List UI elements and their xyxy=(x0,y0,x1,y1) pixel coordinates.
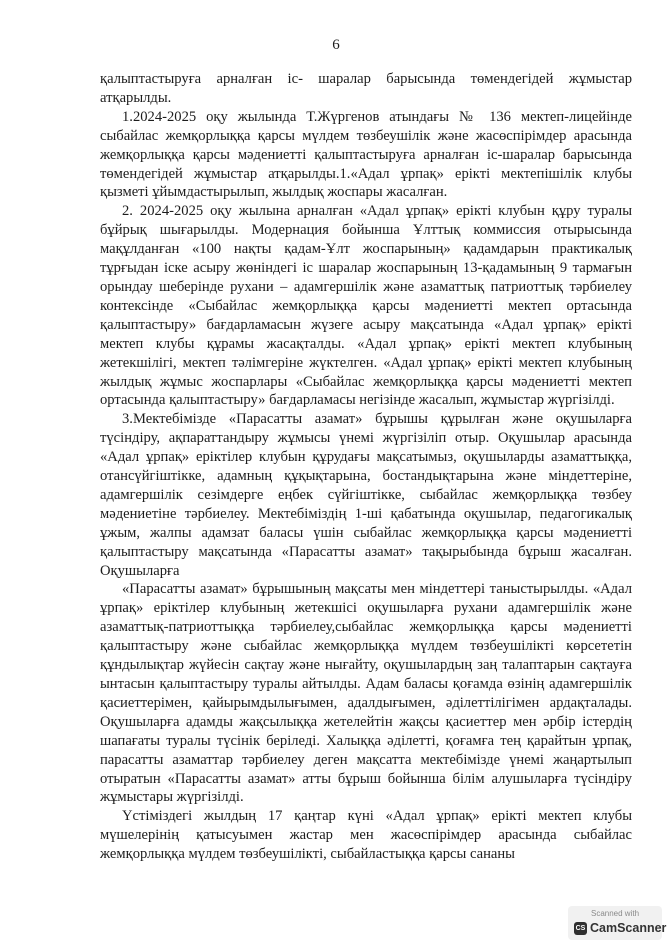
paragraph-item-2: 2. 2024-2025 оқу жылына арналған «Адал ұрпақ» ерікті клубын құру туралы бұйрық шығарылды. Модернация бойынша Ұлттық коммиссия отырысында мақұлданған «100 нақты қадам-Ұлт жоспарының» қадамдарын практикалық тұрғыдан іске асыру жөніндегі іс шаралар жоспарының 13-қадамының 9 тармағын орындау шеберінде рухани – адамгершілік және азаматтық патриоттық тәрбиелеу контексінде «Сыбайлас жемқорлыққа қарсы мәдениетті мектеп ортасында қалыптастыру» бағдарламасын жүзеге асыру мақсатында «Адал ұрпақ» ерікті мектеп клубы құрамы жасақталды. «Адал ұрпақ» ерікті мектеп клубының жетекшілігі, мектеп тәлімгеріне жүктелген. «Адал ұрпақ» ерікті мектеп клубының жылдық жұмыс жоспарлары «Сыбайлас жемқорлыққа қарсы мәдениетті мектеп ортасында қалыптастыру» бағдарламасы негізінде жасалып, жұмыстар жүргізілді. xyxy=(100,203,632,409)
paragraph-parasatty-azamat: «Парасатты азамат» бұрышының мақсаты мен міндеттері таныстырылды. «Адал ұрпақ» еріктілер клубының жетекшісі оқушыларға рухани адамгершілік және азаматтық-патриоттыққа тәрбиелеу,сыбайлас жемқорлыққа қарсы мәдениетті қалыптастыру және сыбайлас жемқорлыққа мүлдем төзбеушілікті көрсететін құндылықтар жүйесін сақтау және нығайту, оқушылардың заң талаптарын сақтауға ынтасын қалыптастыру туралы айтылды. Адам баласы қоғамда өзінің адамгершілік қасиеттерімен, қайырымдылығымен, адалдығымен, әділеттілігімен ардақталады. Оқушыларға адамды жақсылыққа жетелейтін жақсы қасиеттер мен әрбір істердің шапағаты туралы түсінік беріледі. Халыққа әділетті, қоғамға тең қарайтын ұрпақ, парасатты азаматтар тәрбиелеу деген мақсатта мектебімізде үнемі жаңартылып отыратын «Парасатты азамат» атты бұрыш бойынша білім алушыларға түсіндіру жұмыстары жүргізілді. xyxy=(100,581,632,806)
paragraph-item-3: 3.Мектебімізде «Парасатты азамат» бұрышы құрылған және оқушыларға түсіндіру, ақпараттандыру жұмысы үнемі жүргізіліп отыр. Оқушылар арасында «Адал ұрпақ» еріктілер клубын құрудағы мақсатымыз, оқушыларды азаматтыққа, отансүйгіштікке, адамның құқықтарына, бостандықтарына және міндеттеріне, адамгершілік сезімдерге еңбек сүйгіштікке, сыбайлас жемқорлыққа төзбеу мәдениетіне тәрбиелеу. Мектебіміздің 1-ші қабатында оқушылар, педагогикалық ұжым, жалпы адамзат баласы үшін сыбайлас жемқорлыққа қарсы мәдениетті қалыптастыру мақсатында «Парасатты азамат» тақырыбында бұрыш жасалған. Оқушыларға xyxy=(100,411,632,579)
paragraph-continuation: қалыптастыруға арналған іс- шаралар барысында төмендегідей жұмыстар атқарылды. xyxy=(100,71,632,106)
paragraph-item-1: 1.2024-2025 оқу жылында Т.Жүргенов атындағы № 136 мектеп-лицейінде сыбайлас жемқорлыққа қарсы мүлдем төзбеушілік және жасөспірімдер арасында жемқорлыққа қарсы мәдениетті қалыптастыруға арналған іс-шаралар барысында төмендегідей жұмыстар атқарылды.1.«Адал ұрпақ» ерікті мектепішілік клубы қызметі ұйымдастырылып, жылдық жоспары жасалған. xyxy=(100,108,632,201)
paragraph-january-event: Үстіміздегі жылдың 17 қаңтар күні «Адал ұрпақ» ерікті мектеп клубы мүшелерінің қатысуымен жастар мен жасөспірімдер арасында сыбайлас жемқорлыққа мүлдем төзбеушілікті, сыбайластыққа қарсы сананы xyxy=(100,808,632,863)
watermark-caption: Scanned with xyxy=(590,909,640,918)
page-number: 6 xyxy=(332,37,340,53)
camscanner-logo-icon: CS xyxy=(574,922,587,935)
camscanner-watermark xyxy=(568,906,667,940)
watermark-brand: CamScanner xyxy=(590,921,667,935)
document-body xyxy=(100,70,632,864)
